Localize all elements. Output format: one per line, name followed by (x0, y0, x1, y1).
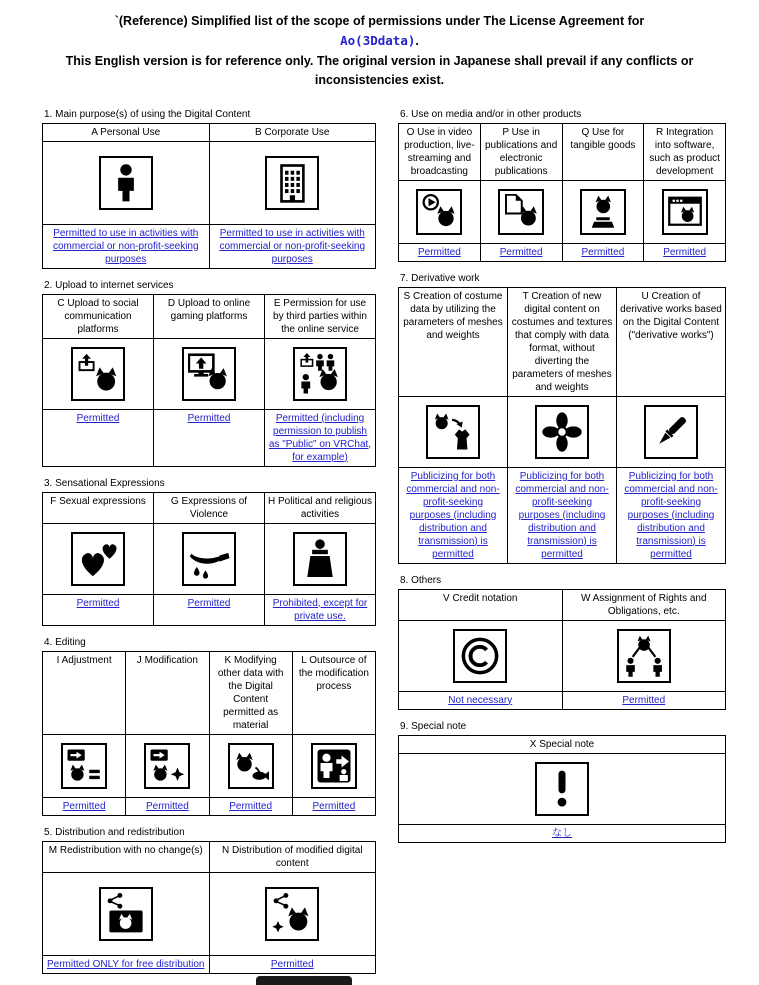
permissions-table (42, 841, 376, 974)
bottom-bar-artifact (256, 976, 352, 985)
icon-cell (209, 141, 376, 224)
cell-label: R Integration into software, such as product development (644, 123, 726, 180)
title-line (30, 12, 730, 52)
icon-cell (399, 396, 508, 467)
section-editing (42, 637, 376, 816)
section-heading: 7. Derivative work (400, 272, 480, 284)
permissions-table (398, 589, 726, 710)
permissions-table (398, 123, 726, 262)
video-icon (416, 189, 462, 235)
icon-cell (209, 734, 292, 797)
cell-result: Permitted (292, 797, 375, 815)
icon-cell (209, 872, 376, 955)
icon-cell (617, 396, 726, 467)
cell-label: X Special note (399, 735, 726, 753)
cell-label: L Outsource of the modification process (292, 651, 375, 734)
permissions-table (398, 287, 726, 564)
cell-result: Permitted (644, 243, 726, 261)
section-heading: 1. Main purpose(s) of using the Digital Content (44, 108, 251, 120)
cell-label: Q Use for tangible goods (562, 123, 644, 180)
icon-cell (562, 620, 726, 691)
work-name: Ao(3Ddata) (340, 33, 416, 49)
building-icon (265, 156, 319, 210)
cell-label: K Modifying other data with the Digital Content permitted as material (209, 651, 292, 734)
section-heading: 8. Others (400, 574, 442, 586)
section-heading: 6. Use on media and/or in other products (400, 108, 582, 120)
section-main-purpose (42, 109, 376, 269)
document-header (0, 0, 759, 91)
icon-cell (562, 180, 644, 243)
cell-result: Publicizing for both commercial and non-profit-seeking purposes (including distribution and transmission) is permitted (617, 467, 726, 563)
cell-result: Permitted (43, 409, 154, 466)
permissions-table (42, 294, 376, 467)
cell-result: Not necessary (399, 691, 563, 709)
cell-label: T Creation of new digital content on costumes and textures that comply with data format, without diverting the parameters of meshes and weights (508, 287, 617, 396)
icon-cell (265, 338, 376, 409)
cell-label: U Creation of derivative works based on the Digital Content ("derivative works") (617, 287, 726, 396)
cell-label: P Use in publications and electronic publications (480, 123, 562, 180)
knife-icon (182, 532, 236, 586)
section-derivative-work (398, 273, 726, 564)
icon-cell (399, 180, 481, 243)
cell-result: Permitted to use in activities with commercial or non-profit-seeking purposes (43, 224, 210, 268)
cell-result: Prohibited, except for private use. (265, 594, 376, 625)
icon-cell (265, 523, 376, 594)
software-icon (662, 189, 708, 235)
pen-icon (644, 405, 698, 459)
goods-icon (580, 189, 626, 235)
section-heading: 3. Sensational Expressions (44, 477, 165, 489)
hearts-icon (71, 532, 125, 586)
texture-icon (535, 405, 589, 459)
cell-result: Permitted (562, 243, 644, 261)
section-heading: 9. Special note (400, 720, 467, 732)
permissions-table (42, 123, 376, 269)
cell-result: Permitted (including permission to publish as "Public" on VRChat, for example) (265, 409, 376, 466)
cell-label: A Personal Use (43, 123, 210, 141)
third-party-icon (293, 347, 347, 401)
icon-cell (399, 620, 563, 691)
cell-label: G Expressions of Violence (154, 492, 265, 523)
cell-result: Publicizing for both commercial and non-profit-seeking purposes (including distribution and transmission) is permitted (399, 467, 508, 563)
icon-cell (43, 734, 126, 797)
icon-cell (644, 180, 726, 243)
section-heading: 2. Upload to internet services (44, 279, 174, 291)
cell-result: Permitted (562, 691, 726, 709)
icon-cell (154, 338, 265, 409)
outsource-icon (311, 743, 357, 789)
section-media-products (398, 109, 726, 262)
cell-label: D Upload to online gaming platforms (154, 294, 265, 338)
adjustment-icon (61, 743, 107, 789)
icon-cell (154, 523, 265, 594)
cell-label: O Use in video production, live-streaming and broadcasting (399, 123, 481, 180)
cell-label: E Permission for use by third parties within the online service (265, 294, 376, 338)
cell-result: Permitted (126, 797, 209, 815)
cell-label: F Sexual expressions (43, 492, 154, 523)
section-distribution (42, 827, 376, 974)
section-sensational (42, 478, 376, 626)
title-text: `(Reference) Simplified list of the scope of permissions under The License Agreement for (114, 14, 645, 28)
cell-label: B Corporate Use (209, 123, 376, 141)
cell-result: なし (399, 824, 726, 842)
icon-cell (399, 753, 726, 824)
cell-result: Permitted (209, 797, 292, 815)
icon-cell (43, 523, 154, 594)
cell-result: Permitted to use in activities with commercial or non-profit-seeking purposes (209, 224, 376, 268)
icon-cell (43, 872, 210, 955)
cell-result: Permitted (399, 243, 481, 261)
cell-label: J Modification (126, 651, 209, 734)
cell-label: S Creation of costume data by utilizing the parameters of meshes and weights (399, 287, 508, 396)
costume-icon (426, 405, 480, 459)
copyright-icon (453, 629, 507, 683)
title-period: . (415, 34, 419, 49)
left-column (42, 109, 376, 985)
right-column (398, 109, 726, 985)
section-heading: 5. Distribution and redistribution (44, 826, 185, 838)
upload-social-icon (71, 347, 125, 401)
section-heading: 4. Editing (44, 636, 86, 648)
person-icon (99, 156, 153, 210)
cell-label: M Redistribution with no change(s) (43, 841, 210, 872)
content-columns (42, 109, 759, 985)
material-icon (228, 743, 274, 789)
disclaimer-text: This English version is for reference only. The original version in Japanese shall prevail if any conflicts or inconsistencies exist. (65, 53, 694, 88)
cell-label: H Political and religious activities (265, 492, 376, 523)
cell-result: Permitted (154, 594, 265, 625)
icon-cell (292, 734, 375, 797)
cell-label: W Assignment of Rights and Obligations, etc. (562, 589, 726, 620)
cell-result: Permitted (43, 797, 126, 815)
publication-icon (498, 189, 544, 235)
icon-cell (43, 141, 210, 224)
modification-icon (144, 743, 190, 789)
redistribution-icon (99, 887, 153, 941)
cell-label: C Upload to social communication platforms (43, 294, 154, 338)
icon-cell (126, 734, 209, 797)
cell-result: Permitted (154, 409, 265, 466)
permissions-table (42, 492, 376, 626)
cell-result: Permitted (43, 594, 154, 625)
icon-cell (43, 338, 154, 409)
cell-result: Publicizing for both commercial and non-profit-seeking purposes (including distribution and transmission) is permitted (508, 467, 617, 563)
permissions-table (398, 735, 726, 843)
permissions-table (42, 651, 376, 816)
cell-label: I Adjustment (43, 651, 126, 734)
section-upload (42, 280, 376, 467)
assignment-icon (617, 629, 671, 683)
distribution-icon (265, 887, 319, 941)
podium-icon (293, 532, 347, 586)
section-others (398, 575, 726, 710)
icon-cell (508, 396, 617, 467)
cell-result: Permitted (480, 243, 562, 261)
section-special-note (398, 721, 726, 843)
special-note-icon (535, 762, 589, 816)
icon-cell (480, 180, 562, 243)
cell-label: N Distribution of modified digital content (209, 841, 376, 872)
cell-result: Permitted (209, 955, 376, 973)
cell-label: V Credit notation (399, 589, 563, 620)
cell-result: Permitted ONLY for free distribution (43, 955, 210, 973)
upload-gaming-icon (182, 347, 236, 401)
